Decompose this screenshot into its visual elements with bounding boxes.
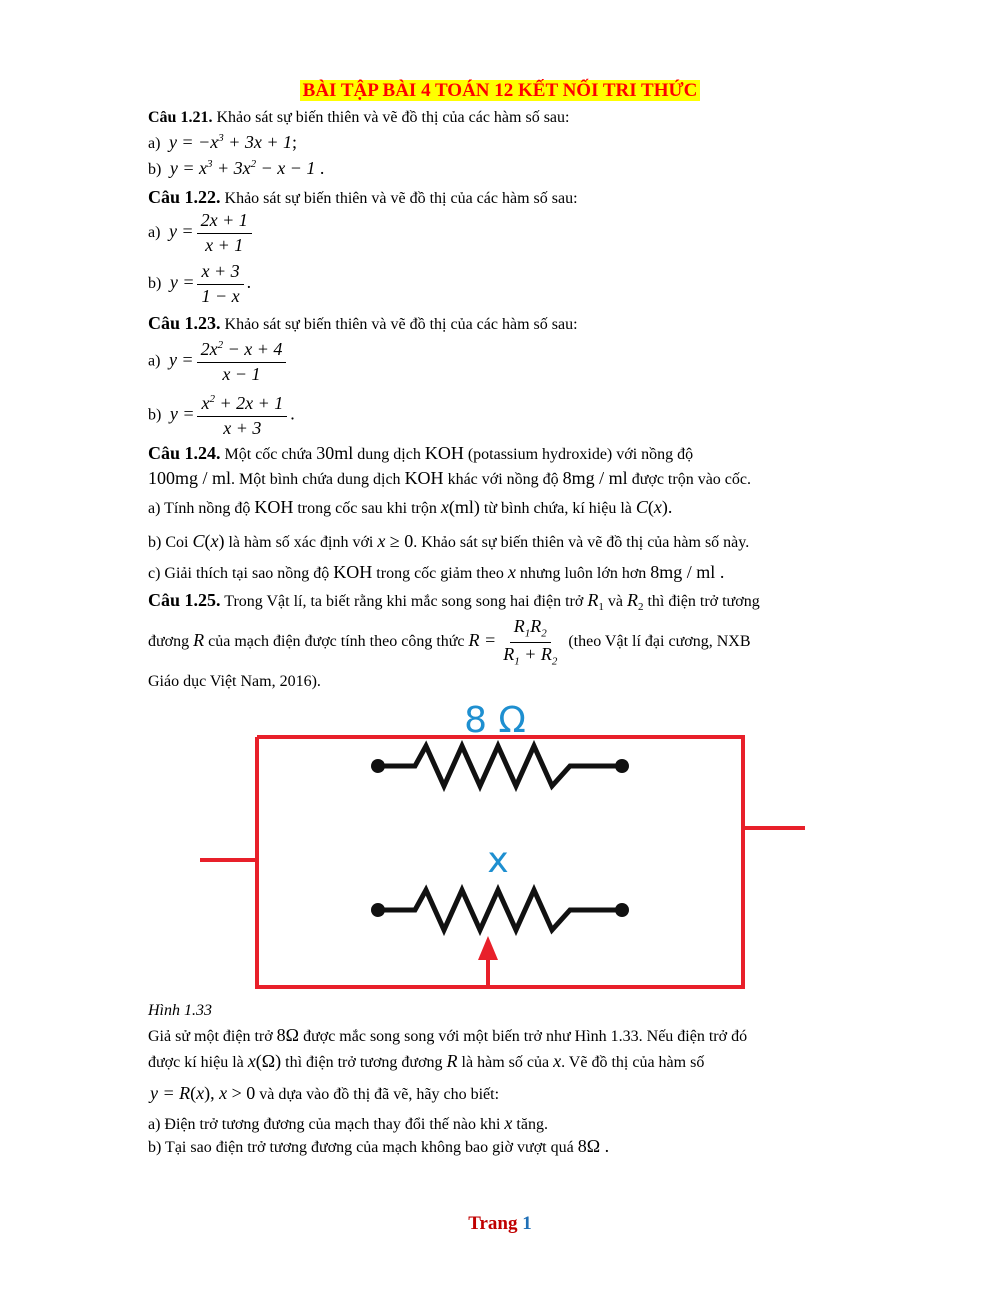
q124-l1b: dung dịch	[357, 446, 421, 463]
q122-a-label: a)	[148, 223, 161, 241]
variable-resistor	[378, 890, 622, 930]
q121-label: Câu 1.21.	[148, 109, 213, 126]
after-line2: được kí hiệu là x(Ω) thì điện trở tương đương R là hàm số của x. Vẽ đồ thị của hàm số	[148, 1051, 705, 1071]
q121-b-label: b)	[148, 161, 162, 178]
q124-b: b) Coi C(x) là hàm số xác định với x ≥ 0. Khảo sát sự biến thiên và vẽ đồ thị của hàm số này.	[148, 531, 750, 551]
q125-line3	[148, 673, 321, 691]
q125-line2: đương R của mạch điện được tính theo công thức R = $\frac{R_1R_2}{R_1 + R_2}$ (theo Vật lí đại cương, NXB	[148, 616, 751, 668]
after-l2b: thì điện trở tương đương	[285, 1054, 443, 1071]
q124-a1: a) Tính nồng độ	[148, 500, 251, 517]
after-a-text: a) Điện trở tương đương của mạch thay đổi thế nào khi	[148, 1116, 501, 1133]
q124-b1: b) Coi	[148, 534, 189, 551]
q123-label: Câu 1.23.	[148, 313, 221, 333]
after-b: b) Tại sao điện trở tương đương của mạch không bao giờ vượt quá 8Ω .	[148, 1136, 610, 1156]
page-footer	[0, 1213, 1000, 1235]
after-l1b: được mắc song song với một biến trở như Hình 1.33. Nếu điện trở đó	[303, 1028, 748, 1045]
after-a: a) Điện trở tương đương của mạch thay đổi thế nào khi x tăng.	[148, 1113, 548, 1133]
circuit-diagram	[200, 690, 820, 1000]
q125-l2c: (theo Vật lí đại cương, NXB	[568, 632, 751, 650]
after-line1: Giả sử một điện trở 8Ω được mắc song song với một biến trở như Hình 1.33. Nếu điện trở đó	[148, 1025, 748, 1045]
slider-arrow-icon	[478, 936, 498, 960]
q122-b-label: b)	[148, 274, 162, 292]
q123-text: Khảo sát sự biến thiên và vẽ đồ thị của các hàm số sau:	[224, 316, 578, 333]
variable-label: x	[487, 840, 509, 881]
q124-c2: trong cốc giảm theo	[376, 565, 504, 582]
q125-line1: Câu 1.25. Trong Vật lí, ta biết rằng khi mắc song song hai điện trở $R_1$ và $R_2$ thì điện trở tương	[148, 590, 760, 614]
q125-l2a: đương	[148, 632, 190, 650]
after-l2d: . Vẽ đồ thị của hàm số	[561, 1054, 705, 1071]
q121-b: b) $y = x^3 + 3x^2 - x - 1$ .	[148, 158, 325, 178]
q124-line1: Câu 1.24. Một cốc chứa 30ml dung dịch KOH (potassium hydroxide) với nồng độ	[148, 443, 694, 463]
fixed-resistor	[378, 746, 622, 786]
q124-c1: c) Giải thích tại sao nồng độ	[148, 565, 330, 582]
footer-word: Trang	[468, 1213, 518, 1234]
q121-a-label: a)	[148, 135, 161, 152]
q124-l1a: Một cốc chứa	[224, 446, 313, 463]
q123-b: b) y = $\frac{x^2 + 2x + 1}{x + 3}$ .	[148, 393, 295, 438]
q124-a3: từ bình chứa, kí hiệu là	[483, 500, 632, 517]
q123-a-label: a)	[148, 352, 161, 370]
q124-line2: 100mg / ml. Một bình chứa dung dịch KOH khác với nồng độ 8mg / ml được trộn vào cốc.	[148, 468, 751, 488]
resistors	[378, 746, 622, 930]
q125-l1: Trong Vật lí, ta biết rằng khi mắc song song hai điện trở	[224, 593, 584, 610]
q121-header	[148, 109, 569, 127]
q124-a: a) Tính nồng độ KOH trong cốc sau khi trộn x(ml) từ bình chứa, kí hiệu là C(x).	[148, 497, 673, 517]
q122-text: Khảo sát sự biến thiên và vẽ đồ thị của các hàm số sau:	[224, 190, 578, 207]
after-l2a: được kí hiệu là	[148, 1054, 244, 1071]
q124-l2c: được trộn vào cốc.	[631, 471, 751, 488]
after-b-text: b) Tại sao điện trở tương đương của mạch không bao giờ vượt quá	[148, 1139, 574, 1156]
q124-c: c) Giải thích tại sao nồng độ KOH trong cốc giảm theo x nhưng luôn lớn hơn 8mg / ml .	[148, 562, 725, 582]
q124-b3: . Khảo sát sự biến thiên và vẽ đồ thị của hàm số này.	[413, 534, 750, 551]
terminal-dot	[371, 903, 385, 917]
q121-text: Khảo sát sự biến thiên và vẽ đồ thị của các hàm số sau:	[216, 109, 570, 126]
after-l3: và dựa vào đồ thị đã vẽ, hãy cho biết:	[259, 1086, 500, 1103]
q124-l1c: (potassium hydroxide) với nồng độ	[467, 446, 694, 463]
q124-l2a: . Một bình chứa dung dịch	[231, 471, 401, 488]
after-l1a: Giả sử một điện trở	[148, 1028, 273, 1045]
page-number: 1	[522, 1213, 532, 1234]
q121-a: a) $y = -x^3 + 3x + 1$;	[148, 132, 298, 152]
q122-label: Câu 1.22.	[148, 187, 221, 207]
q123-header	[148, 313, 578, 334]
q124-c3: nhưng luôn lớn hơn	[519, 565, 647, 582]
figure-caption: Hình 1.33	[148, 1002, 212, 1019]
q122-a: a) y = $\frac{2x + 1}{x + 1}$	[148, 211, 255, 256]
q123-b-label: b)	[148, 406, 162, 424]
after-l2c: là hàm số của	[461, 1054, 550, 1071]
after-a-end: tăng.	[516, 1116, 548, 1133]
q125-l3: Giáo dục Việt Nam, 2016).	[148, 673, 321, 690]
terminal-dot	[615, 759, 629, 773]
q124-b2: là hàm số xác định với	[228, 534, 374, 551]
q122-b: b) y = $\frac{x + 3}{1 - x}$ .	[148, 261, 252, 306]
resistor-value-label: 8 Ω	[464, 700, 526, 741]
page-title	[0, 80, 1000, 102]
q124-a2: trong cốc sau khi trộn	[297, 500, 437, 517]
q125-l2b: của mạch điện được tính theo công thức	[208, 632, 465, 650]
q125-label: Câu 1.25.	[148, 590, 221, 610]
title-text: BÀI TẬP BÀI 4 TOÁN 12 KẾT NỐI TRI THỨC	[300, 80, 701, 101]
terminal-dot	[615, 903, 629, 917]
q124-label: Câu 1.24.	[148, 443, 221, 463]
q122-header	[148, 187, 578, 208]
q125-and: và	[607, 593, 623, 610]
q125-l1end: thì điện trở tương	[647, 593, 760, 610]
after-line3: y = R(x), x > 0 và dựa vào đồ thị đã vẽ, hãy cho biết:	[150, 1083, 500, 1103]
q123-a: a) y = $\frac{2x^2 - x + 4}{x - 1}$	[148, 339, 289, 385]
terminal-dot	[371, 759, 385, 773]
q124-l2b: khác với nồng độ	[447, 471, 559, 488]
